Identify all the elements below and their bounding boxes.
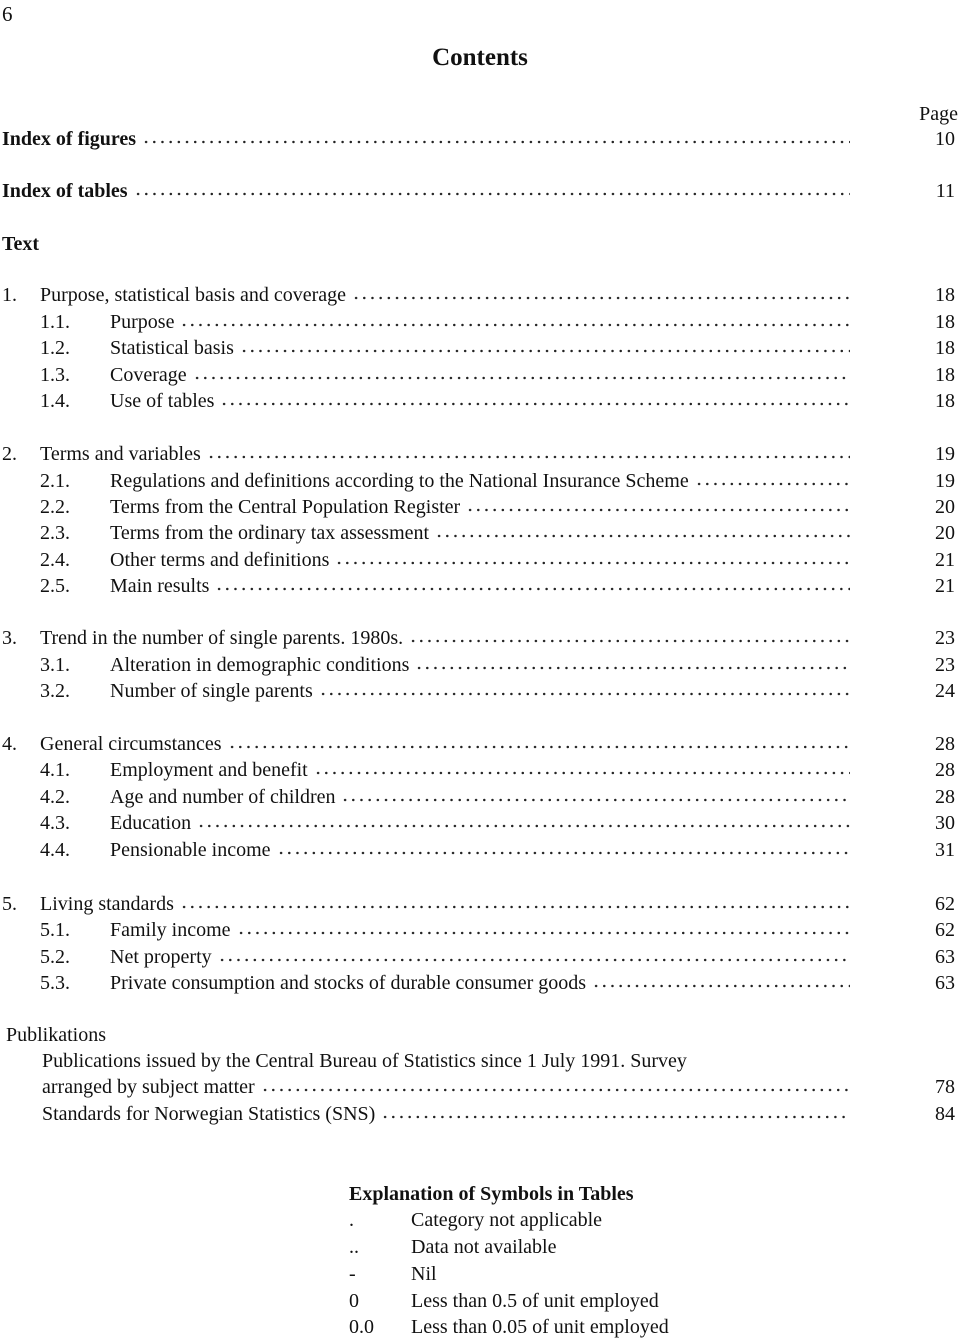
legend-meaning: Category not applicable — [411, 1209, 603, 1231]
publications-entry-line1: Publications issued by the Central Bureau of Statistics since 1 July 1991. Survey — [42, 1050, 687, 1072]
toc-entry-page: 19 — [935, 443, 955, 465]
toc-entry-label: Main results — [110, 575, 210, 597]
dot-leader — [220, 401, 850, 407]
legend-item — [349, 1236, 557, 1262]
toc-entry[interactable] — [40, 390, 955, 416]
toc-entry[interactable] — [2, 893, 955, 919]
toc-entry-label: Statistical basis — [110, 337, 234, 359]
toc-entry[interactable] — [40, 786, 955, 812]
toc-entry[interactable] — [40, 759, 955, 785]
toc-entry-label: Terms from the ordinary tax assessment — [110, 522, 430, 544]
dot-leader — [415, 665, 850, 671]
toc-entry-page: 21 — [935, 575, 955, 597]
toc-entry-label: Index of tables — [2, 180, 128, 202]
toc-entry-page: 18 — [935, 337, 955, 359]
dot-leader — [142, 139, 850, 145]
toc-entry-number: 1.4. — [40, 390, 70, 412]
toc-entry-page: 19 — [935, 470, 955, 492]
legend-symbol: 0.0 — [349, 1316, 374, 1338]
legend-item — [349, 1263, 437, 1289]
page-title: Contents — [432, 44, 528, 71]
dot-leader — [134, 191, 850, 197]
toc-entry-number: 2.5. — [40, 575, 70, 597]
toc-entry[interactable] — [40, 470, 955, 496]
toc-entry-page: 28 — [935, 786, 955, 808]
toc-entry-label: Standards for Norwegian Statistics (SNS) — [42, 1103, 376, 1125]
toc-entry-page: 62 — [935, 919, 955, 941]
toc-entry-number: 3.1. — [40, 654, 70, 676]
toc-entry-number: 2.4. — [40, 549, 70, 571]
dot-leader — [319, 691, 850, 697]
toc-entry-page: 24 — [935, 680, 955, 702]
toc-entry-page: 63 — [935, 972, 955, 994]
dot-leader — [218, 957, 850, 963]
toc-entry[interactable] — [40, 972, 955, 998]
dot-leader — [352, 295, 850, 301]
toc-entry[interactable] — [2, 627, 955, 653]
dot-leader — [193, 375, 850, 381]
dot-leader — [409, 638, 850, 644]
toc-entry[interactable] — [40, 812, 955, 838]
toc-entry-label: Family income — [110, 919, 231, 941]
dot-leader — [277, 850, 850, 856]
toc-entry-number: 4.1. — [40, 759, 70, 781]
toc-entry[interactable] — [40, 680, 955, 706]
toc-entry[interactable] — [40, 364, 955, 390]
toc-entry-page: 23 — [935, 654, 955, 676]
dot-leader — [228, 744, 850, 750]
dot-leader — [335, 560, 850, 566]
dot-leader — [215, 586, 850, 592]
toc-entry[interactable] — [40, 496, 955, 522]
toc-entry-label: Purpose — [110, 311, 175, 333]
toc-entry-label: Use of tables — [110, 390, 215, 412]
toc-entry-label: Trend in the number of single parents. 1980s. — [40, 627, 404, 649]
toc-entry[interactable] — [40, 575, 955, 601]
toc-entry-label: Terms from the Central Population Register — [110, 496, 461, 518]
legend-meaning: Nil — [411, 1263, 437, 1285]
dot-leader — [261, 1087, 850, 1093]
toc-entry-number: 4.3. — [40, 812, 70, 834]
toc-entry-index-of-tables[interactable] — [2, 180, 955, 206]
toc-entry-label: Age and number of children — [110, 786, 336, 808]
legend-meaning: Data not available — [411, 1236, 557, 1258]
dot-leader — [180, 322, 850, 328]
toc-entry[interactable] — [2, 733, 955, 759]
toc-entry[interactable] — [2, 284, 955, 310]
toc-entry-number: 2.2. — [40, 496, 70, 518]
toc-entry-index-of-figures[interactable] — [2, 128, 955, 154]
page-number: 6 — [2, 2, 13, 26]
toc-entry[interactable] — [2, 443, 955, 469]
toc-entry-page: 20 — [935, 496, 955, 518]
legend-meaning: Less than 0.05 of unit employed — [411, 1316, 669, 1338]
toc-entry-number: 2.1. — [40, 470, 70, 492]
toc-entry-label: Net property — [110, 946, 212, 968]
dot-leader — [237, 930, 850, 936]
dot-leader — [240, 348, 850, 354]
toc-entry-label: Regulations and definitions according to the National Insurance Scheme — [110, 470, 689, 492]
toc-entry-label: Private consumption and stocks of durable consumer goods — [110, 972, 587, 994]
dot-leader — [180, 904, 850, 910]
page-column-header: Page — [919, 103, 958, 125]
toc-entry-label: arranged by subject matter — [42, 1076, 255, 1098]
toc-entry-number: 5.2. — [40, 946, 70, 968]
dot-leader — [695, 481, 850, 487]
toc-entry-page: 11 — [935, 180, 955, 202]
dot-leader — [207, 454, 850, 460]
toc-entry-page: 28 — [935, 759, 955, 781]
toc-entry-number: 1. — [2, 284, 17, 306]
legend-meaning: Less than 0.5 of unit employed — [411, 1290, 659, 1312]
toc-entry-number: 5. — [2, 893, 17, 915]
toc-entry-label: Number of single parents — [110, 680, 313, 702]
toc-entry-standards[interactable] — [42, 1103, 955, 1129]
toc-entry[interactable] — [40, 522, 955, 548]
toc-entry-page: 20 — [935, 522, 955, 544]
toc-entry-number: 2. — [2, 443, 17, 465]
toc-entry-page: 78 — [935, 1076, 955, 1098]
toc-entry[interactable] — [40, 337, 955, 363]
dot-leader — [592, 983, 850, 989]
text-heading: Text — [2, 233, 40, 255]
toc-entry-number: 5.3. — [40, 972, 70, 994]
toc-entry-label: Other terms and definitions — [110, 549, 330, 571]
legend-symbol: .. — [349, 1236, 359, 1258]
toc-entry-page: 23 — [935, 627, 955, 649]
legend-item — [349, 1316, 669, 1342]
toc-entry-page: 31 — [935, 839, 955, 861]
toc-entry-publications[interactable] — [42, 1076, 955, 1102]
toc-entry-page: 18 — [935, 364, 955, 386]
toc-entry-label: Alteration in demographic conditions — [110, 654, 410, 676]
toc-entry-number: 3. — [2, 627, 17, 649]
toc-entry-number: 5.1. — [40, 919, 70, 941]
toc-entry[interactable] — [40, 839, 955, 865]
toc-entry-page: 10 — [935, 128, 955, 150]
toc-entry-page: 62 — [935, 893, 955, 915]
toc-entry-page: 18 — [935, 390, 955, 412]
toc-entry-number: 1.3. — [40, 364, 70, 386]
toc-entry-page: 30 — [935, 812, 955, 834]
toc-entry-page: 28 — [935, 733, 955, 755]
toc-entry-label: Coverage — [110, 364, 187, 386]
toc-entry[interactable] — [40, 946, 955, 972]
toc-entry[interactable] — [40, 919, 955, 945]
legend-item — [349, 1290, 659, 1316]
toc-entry-number: 1.1. — [40, 311, 70, 333]
toc-entry-page: 84 — [935, 1103, 955, 1125]
toc-entry[interactable] — [40, 654, 955, 680]
toc-entry-label: Terms and variables — [40, 443, 201, 465]
toc-entry-number: 4. — [2, 733, 17, 755]
toc-entry-label: Education — [110, 812, 192, 834]
legend-symbol: . — [349, 1209, 354, 1231]
legend-symbol: - — [349, 1263, 356, 1285]
toc-entry-number: 2.3. — [40, 522, 70, 544]
toc-entry-label: Pensionable income — [110, 839, 271, 861]
toc-entry-page: 21 — [935, 549, 955, 571]
toc-entry[interactable] — [40, 549, 955, 575]
toc-entry-page: 18 — [935, 311, 955, 333]
toc-entry-label: General circumstances — [40, 733, 222, 755]
dot-leader — [466, 507, 850, 513]
legend-symbol: 0 — [349, 1290, 359, 1312]
toc-entry-label: Living standards — [40, 893, 174, 915]
toc-entry-number: 4.4. — [40, 839, 70, 861]
publications-heading: Publikations — [6, 1024, 107, 1046]
toc-entry-page: 63 — [935, 946, 955, 968]
toc-entry-label: Index of figures — [2, 128, 137, 150]
dot-leader — [341, 797, 850, 803]
toc-entry-number: 4.2. — [40, 786, 70, 808]
dot-leader — [314, 770, 850, 776]
toc-entry-label: Employment and benefit — [110, 759, 308, 781]
toc-entry-page: 18 — [935, 284, 955, 306]
dot-leader — [197, 823, 850, 829]
legend-title: Explanation of Symbols in Tables — [349, 1183, 634, 1205]
dot-leader — [435, 533, 850, 539]
toc-entry-label: Purpose, statistical basis and coverage — [40, 284, 347, 306]
toc-entry-number: 3.2. — [40, 680, 70, 702]
toc-entry-number: 1.2. — [40, 337, 70, 359]
toc-entry[interactable] — [40, 311, 955, 337]
legend-item — [349, 1209, 602, 1235]
dot-leader — [381, 1114, 850, 1120]
